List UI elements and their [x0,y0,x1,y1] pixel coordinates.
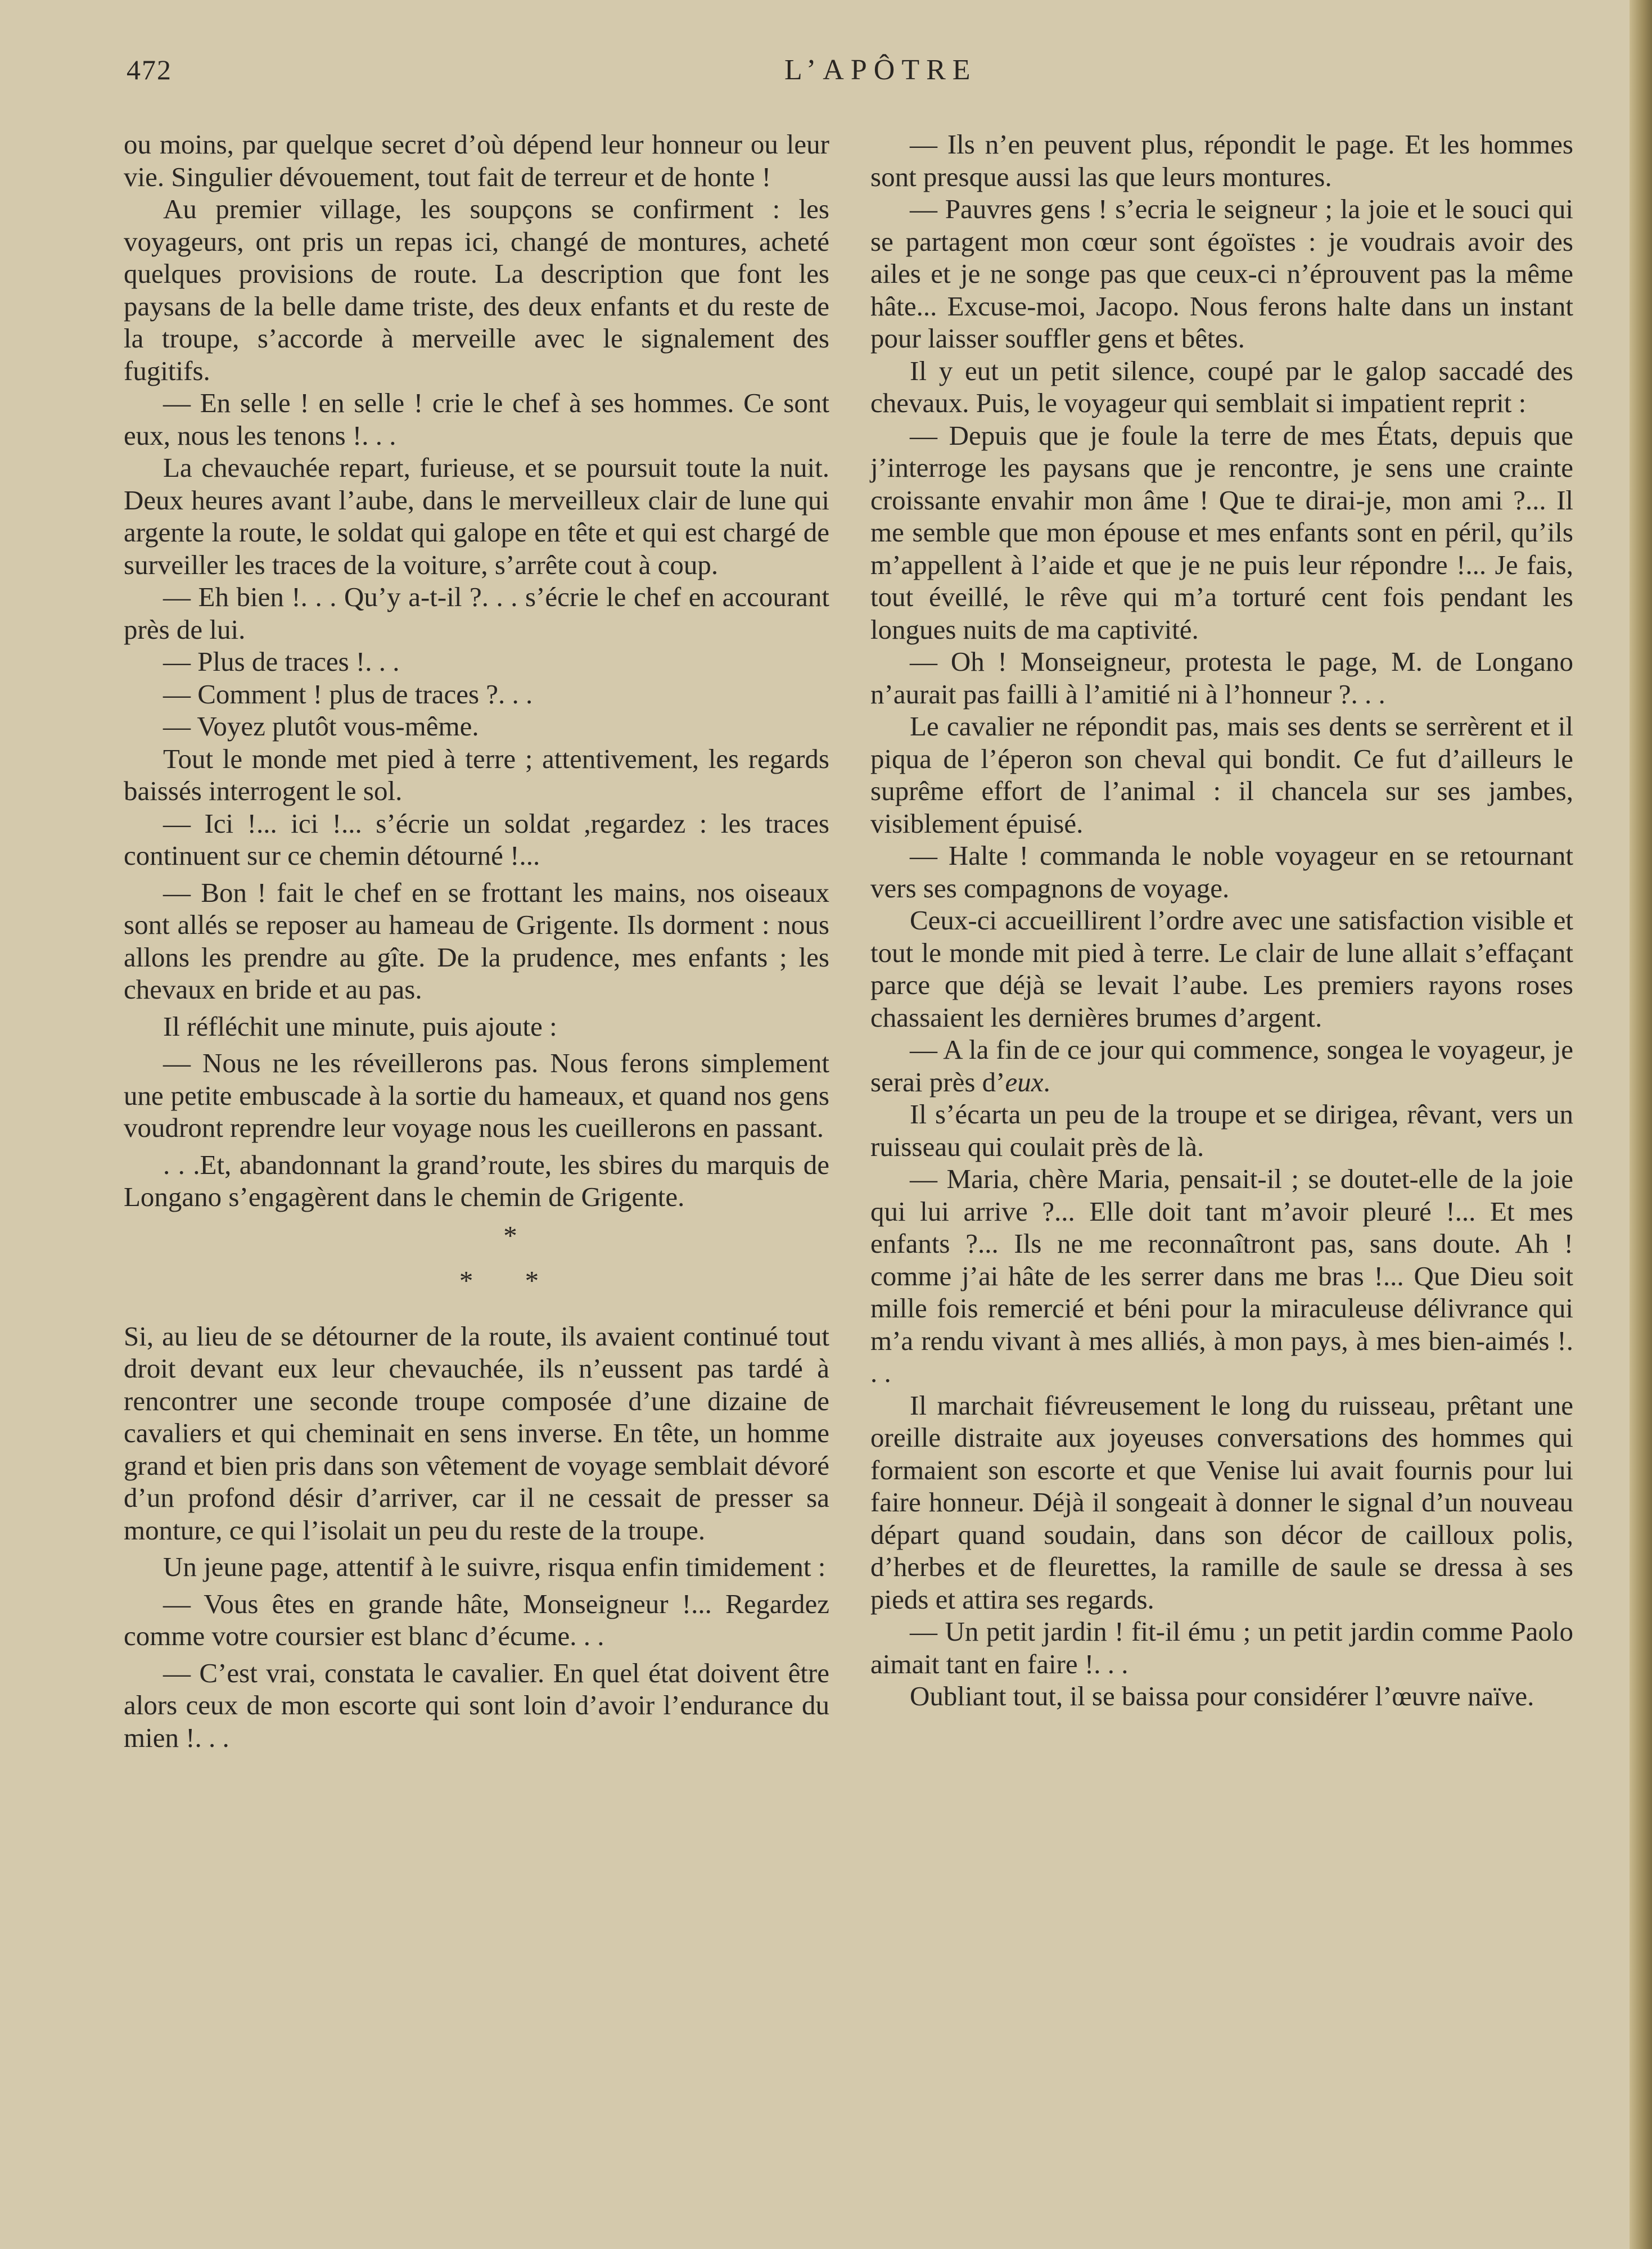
running-title: L’APÔTRE [784,54,977,86]
book-spine-edge [1630,0,1652,2249]
paragraph: — Un petit jardin ! fit-il ému ; un petit jardin comme Paolo aimait tant en faire !. . . [870,1616,1573,1679]
paragraph: La chevauchée repart, furieuse, et se poursuit toute la nuit. Deux heures avant l’aube, dans le merveilleux clair de lune qui argente la route, le soldat qui galope en tête et qui est chargé de surveiller les traces de la voiture, s’arrête cout à coup. [124,452,829,580]
paragraph-end: . [1043,1066,1050,1098]
paragraph: — Pauvres gens ! s’ecria le seigneur ; la joie et le souci qui se partagent mon cœur sont égoïstes : je voudrais avoir des ailes et je ne songe pas que ceux-ci n’éprouvent pas la même hâte... Excuse-moi, Jacopo. Nous ferons halte dans un instant pour laisser souffler gens et bêtes. [870,193,1573,354]
paragraph: Tout le monde met pied à terre ; attentivement, les regards baissés interrogent le sol. [124,743,829,806]
paragraph: Oubliant tout, il se baissa pour considérer l’œuvre naïve. [910,1681,1534,1711]
paragraph: ou moins, par quelque secret d’où dépend leur honneur ou leur vie. Singulier dévouement, tout fait de terreur et de honte ! [124,129,829,192]
paragraph: — Depuis que je foule la terre de mes États, depuis que j’interroge les paysans que je rencontre, je sens une crainte croissante envahir mon âme ! Que te dirai-je, mon ami ?... Il me semble que mon épouse et mes enfants sont en péril, qu’ils m’appellent à l’aide et que je ne puis leur répondre !... Je fais, tout éveillé, le rêve qui m’a torturé cent fois pendant les longues nuits de ma captivité. [870,419,1573,645]
paragraph: — Ils n’en peuvent plus, répondit le page. Et les hommes sont presque aussi las que leurs montures. [870,129,1573,192]
italic-word: eux [1005,1066,1044,1098]
paragraph [870,1033,1573,1098]
paragraph: — Comment ! plus de traces ?. . . [163,678,533,710]
paragraph: — Bon ! fait le chef en se frottant les mains, nos oiseaux sont allés se reposer au hameau de Grigente. Ils dorment : nous allons les prendre au gîte. De la prudence, mes enfants ; les chevaux en bride et au pas. [124,877,829,1005]
separator-star-top: * [503,1220,517,1251]
paragraph: Il marchait fiévreusement le long du ruisseau, prêtant une oreille distraite aux joyeuses conversations des hommes qui formaient son escorte et que Venise lui avait fournis pour lui faire honneur. Déjà il songeait à donner le signal d’un nouveau départ quand soudain, dans son décor de cailloux polis, d’herbes et de fleurettes, la ramille de saule se dressa à ses pieds et attira ses regards. [870,1389,1573,1615]
paragraph-text: — A la fin de ce jour qui commence, songea le voyageur, je serai près d’ [870,1034,1573,1098]
paragraph: Il réfléchit une minute, puis ajoute : [163,1010,557,1042]
paragraph: — Plus de traces !. . . [163,646,400,677]
paragraph: — Ici !... ici !... s’écrie un soldat ,regardez : les traces continuent sur ce chemin détourné !... [124,807,829,871]
paragraph: — Oh ! Monseigneur, protesta le page, M. de Longano n’aurait pas failli à l’amitié ni à l’honneur ?. . . [870,646,1573,710]
page-number: 472 [127,54,172,85]
paragraph: Il s’écarta un peu de la troupe et se dirigea, rêvant, vers un ruisseau qui coulait près de là. [870,1099,1573,1162]
paragraph: Si, au lieu de se détourner de la route, ils avaient continué tout droit devant eux leur chevauchée, ils n’eussent pas tardé à rencontrer une seconde troupe composée d’une dizaine de cavaliers et qui cheminait en sens inverse. En tête, un homme grand et bien pris dans son vêtement de voyage semblait dévoré d’un profond désir d’arriver, car il ne cessait de presser sa monture, ce qui l’isolait un peu du reste de la troupe. [124,1320,829,1546]
paragraph: Un jeune page, attentif à le suivre, risqua enfin timidement : [163,1551,826,1582]
left-column [124,128,829,1754]
page-header [127,53,1535,98]
paragraph: — Nous ne les réveillerons pas. Nous ferons simplement une petite embuscade à la sortie du hameaux, et quand nos gens voudront reprendre leur voyage nous les cueillerons en passant. [124,1047,829,1143]
paragraph: — C’est vrai, constata le cavalier. En quel état doivent être alors ceux de mon escorte qui sont loin d’avoir l’endurance du mien !. . . [124,1657,829,1753]
paragraph: . . .Et, abandonnant la grand’route, les sbires du marquis de Longano s’engagèrent dans le chemin de Grigente. [124,1149,829,1212]
right-column [870,128,1573,1713]
separator-stars-bottom: * * [459,1265,562,1296]
paragraph: — En selle ! en selle ! crie le chef à ses hommes. Ce sont eux, nous les tenons !. . . [124,387,829,451]
paragraph: — Halte ! commanda le noble voyageur en se retournant vers ses compagnons de voyage. [870,840,1573,904]
paragraph: — Eh bien !. . . Qu’y a-t-il ?. . . s’écrie le chef en accourant près de lui. [124,581,829,645]
section-separator [124,1219,829,1298]
paragraph: Au premier village, les soupçons se confirment : les voyageurs, ont pris un repas ici, changé de montures, acheté quelques provisions de route. La description que font les paysans de la belle dame triste, des deux enfants et du reste de la troupe, s’accorde à merveille avec le signalement des fugitifs. [124,193,829,386]
paragraph: Le cavalier ne répondit pas, mais ses dents se serrèrent et il piqua de l’éperon son cheval qui bondit. Ce fut d’ailleurs le suprême effort de l’animal : il chancela sur ses jambes, visiblement épuisé. [870,711,1573,839]
paragraph: — Vous êtes en grande hâte, Monseigneur !... Regardez comme votre coursier est blanc d’écume. . . [124,1588,829,1651]
paragraph: — Maria, chère Maria, pensait-il ; se doutet-elle de la joie qui lui arrive ?... Elle doit tant m’avoir pleuré !... Et mes enfants ?... Ils ne me reconnaîtront pas, sans doute. Ah ! comme j’ai hâte de les serrer dans me bras !... Que Dieu soit mille fois remercié et béni pour la miraculeuse délivrance qui m’a rendu vivant à mes alliés, à mon pays, à mes bien-aimés !. . . [870,1163,1573,1388]
paragraph: — Voyez plutôt vous-même. [163,711,479,742]
paragraph: Ceux-ci accueillirent l’ordre avec une satisfaction visible et tout le monde mit pied à terre. Le clair de lune allait s’effaçant parce que déjà se levait l’aube. Les premiers rayons roses chassaient les dernières brumes d’argent. [870,905,1573,1033]
paragraph: Il y eut un petit silence, coupé par le galop saccadé des chevaux. Puis, le voyageur qui semblait si impatient reprit : [870,355,1573,418]
